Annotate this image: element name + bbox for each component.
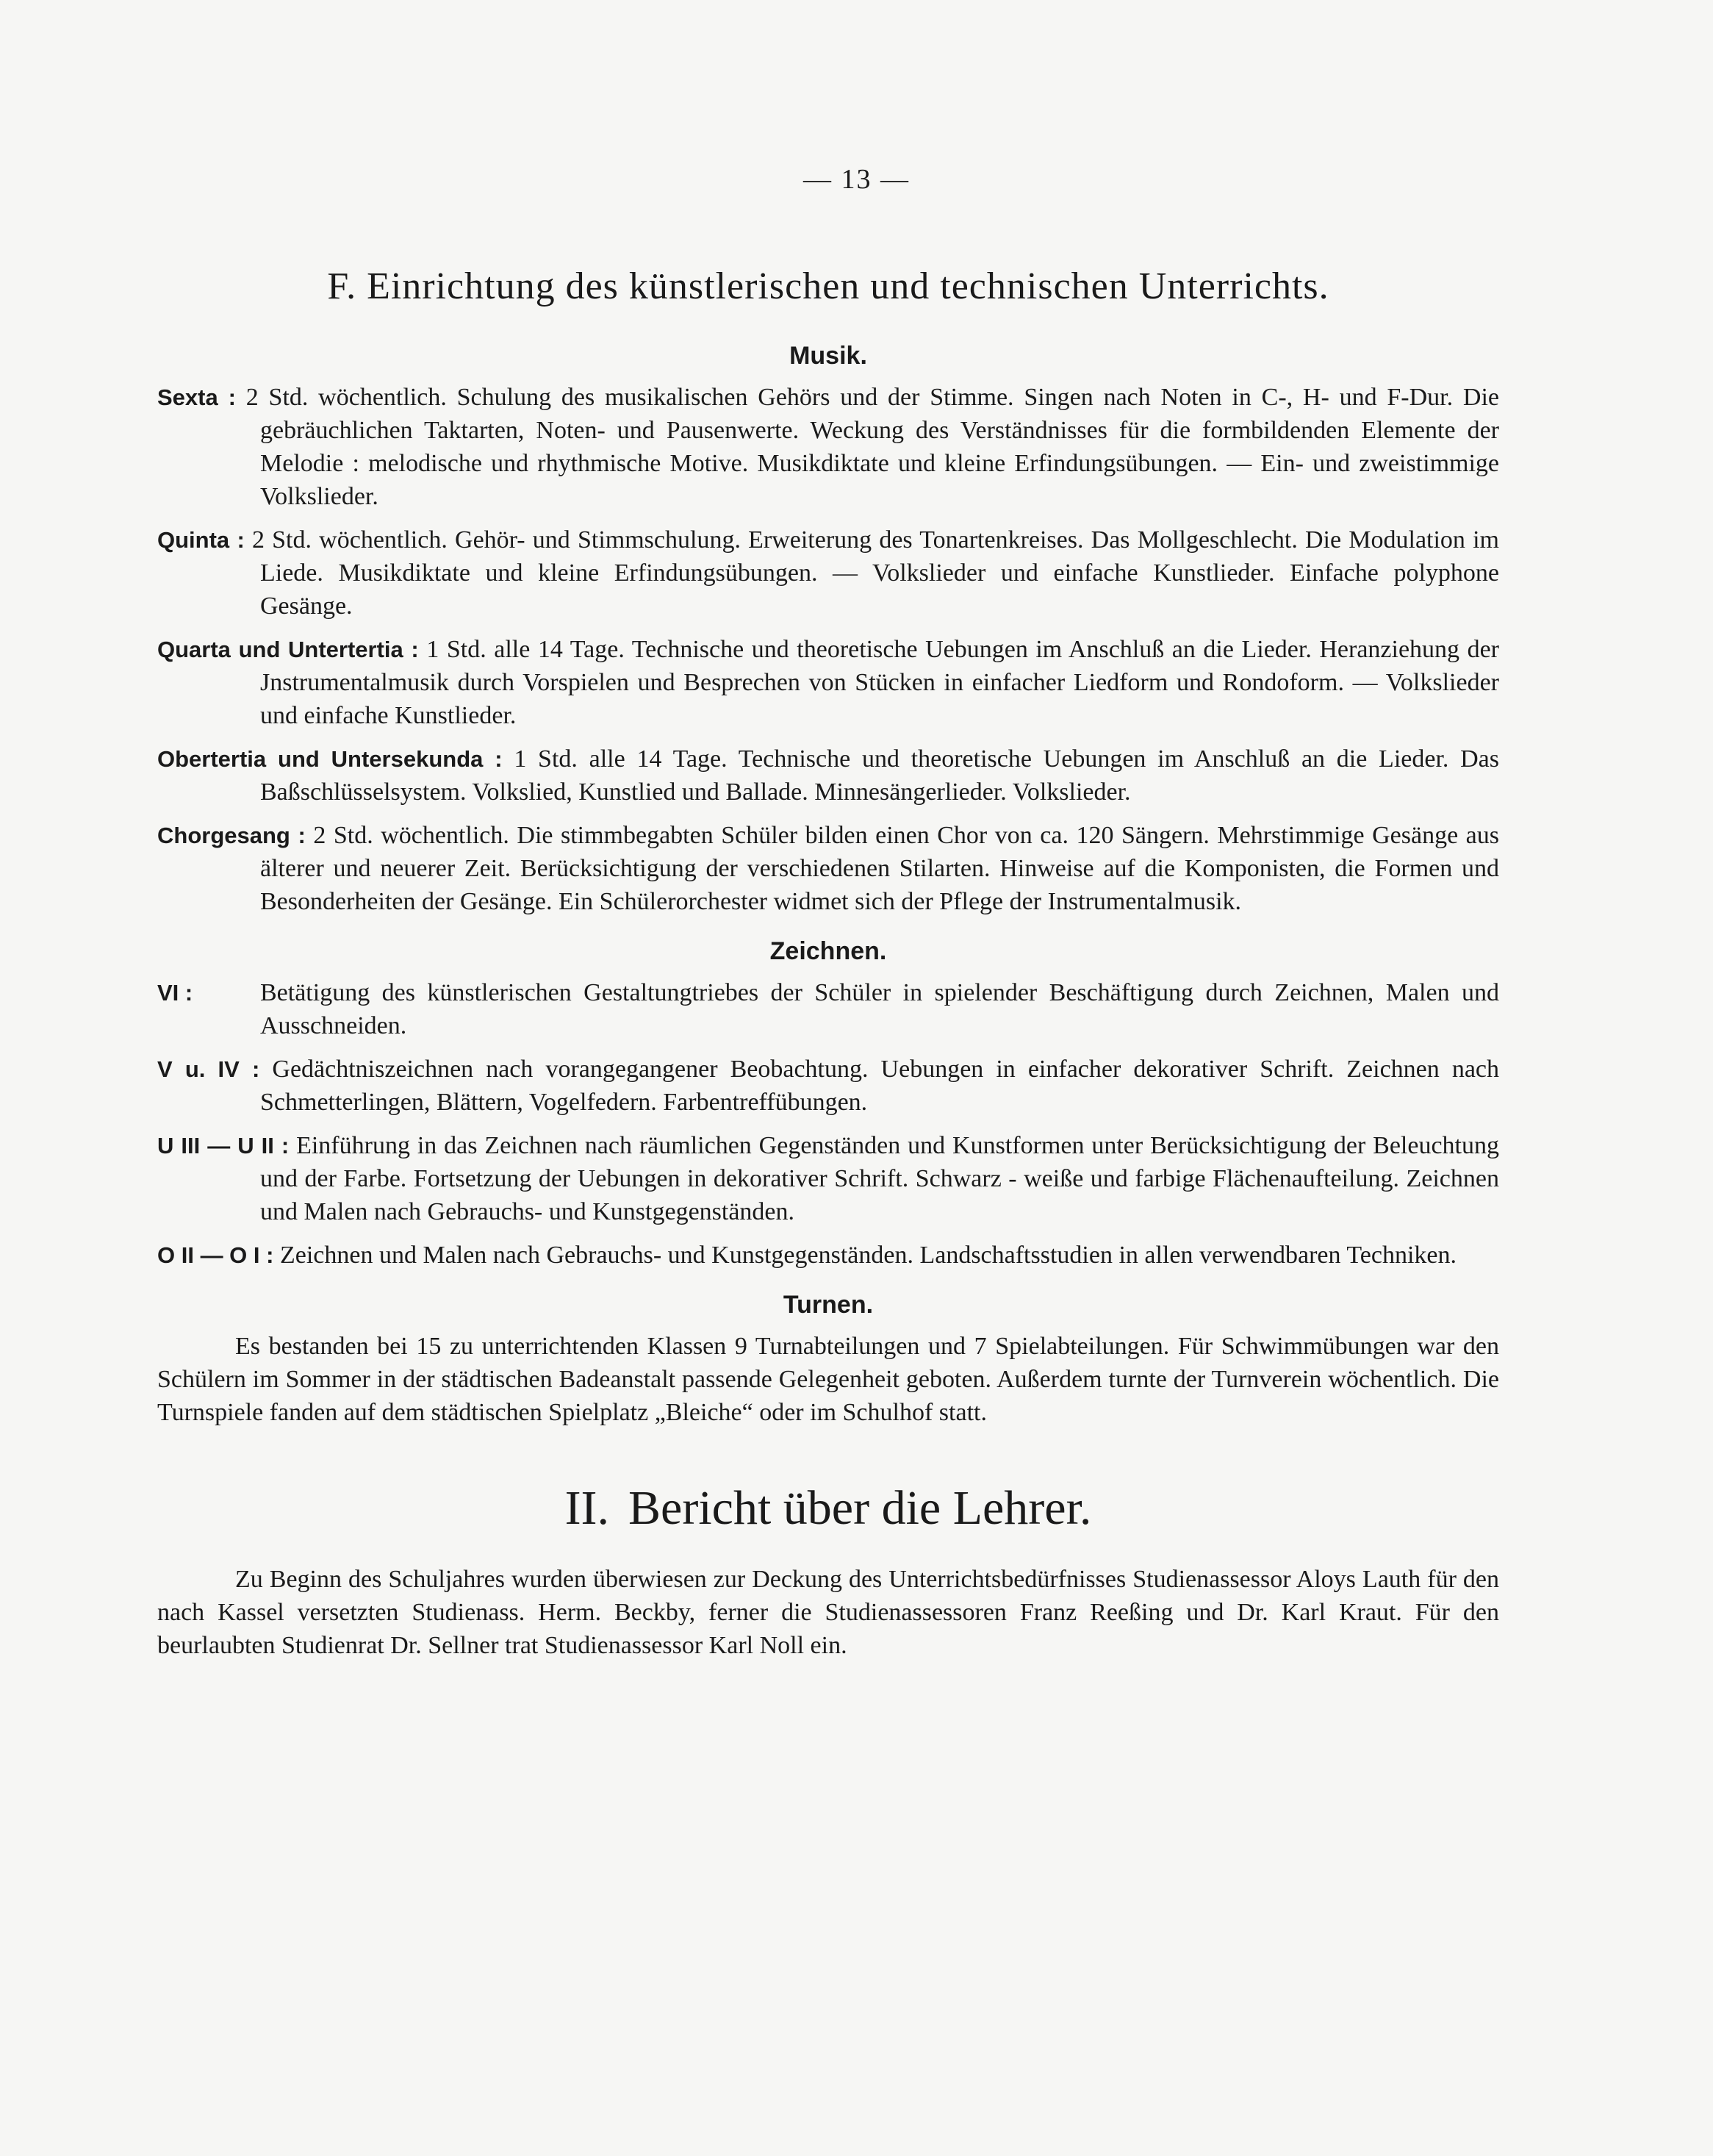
zeichnen-entry-v-iv	[157, 1053, 1499, 1119]
section-ii-title: Bericht über die Lehrer.	[628, 1481, 1092, 1535]
entry-label: VI :	[157, 980, 193, 1006]
musik-entry-obertertia	[157, 742, 1499, 809]
turnen-paragraph: Es bestanden bei 15 zu unterrichtenden Klassen 9 Turnabteilungen und 7 Spielabteilungen. Für Schwimmübungen war den Schülern im Sommer in der städtischen Badeanstalt passende Gelegenheit geboten. Außerdem turnte der Turnverein wöchentlich. Die Turnspiele fanden auf dem städtischen Spielplatz „Bleiche“ oder im Schulhof statt.	[157, 1333, 1499, 1426]
entry-text: Betätigung des künstlerischen Gestaltungtriebes der Schüler in spielender Beschäftigung durch Zeichnen, Malen und Ausschneiden.	[260, 979, 1499, 1039]
zeichnen-heading: Zeichnen.	[769, 937, 887, 965]
zeichnen-entry-oii-oi	[157, 1239, 1499, 1272]
entry-label: Quarta und Untertertia :	[157, 637, 419, 662]
turnen-heading: Turnen.	[783, 1291, 874, 1319]
entry-text: 2 Std. wöchentlich. Schulung des musikalischen Gehörs und der Stimme. Singen nach Noten in C-, H- und F-Dur. Die gebräuchlichen Taktarten, Noten- und Pausenwerte. Weckung des Verständnisses für die formbildenden Elemente der Melodie : melodische und rhythmische Motive. Musikdiktate und kleine Erfindungsübungen. — Ein- und zweistimmige Volkslieder.	[245, 384, 1499, 510]
musik-entry-sexta	[157, 381, 1499, 513]
entry-text: 1 Std. alle 14 Tage. Technische und theoretische Uebungen im Anschluß an die Lieder. Das Baßschlüsselsystem. Volkslied, Kunstlied und Ballade. Minnesängerlieder. Volkslieder.	[260, 745, 1500, 806]
entry-text: 1 Std. alle 14 Tage. Technische und theoretische Uebungen im Anschluß an die Lieder. Heranziehung der Jnstrumentalmusik durch Vorspielen und Besprechen von Stücken in einfacher Liedform und Rondoform. — Volkslieder und einfache Kunstlieder.	[260, 636, 1499, 729]
entry-label: Sexta :	[157, 384, 236, 410]
section-ii-paragraph: Zu Beginn des Schuljahres wurden überwiesen zur Deckung des Unterrichtsbedürfnisses Studienassessor Aloys Lauth für den nach Kassel versetzten Studienass. Herm. Beckby, ferner die Studienassessoren Franz Reeßing und Dr. Karl Kraut. Für den beurlaubten Studienrat Dr. Sellner trat Studienassessor Karl Noll ein.	[157, 1566, 1499, 1659]
entry-text: 2 Std. wöchentlich. Gehör- und Stimmschulung. Erweiterung des Tonartenkreises. Das Mollgeschlecht. Die Modulation im Liede. Musikdiktate und kleine Erfindungsübungen. — Volkslieder und einfache Kunstlieder. Einfache polyphone Gesänge.	[251, 526, 1500, 620]
musik-entry-quinta	[157, 523, 1499, 623]
entry-label: V u. IV :	[157, 1056, 260, 1082]
entry-text: 2 Std. wöchentlich. Die stimmbegabten Schüler bilden einen Chor von ca. 120 Sängern. Mehrstimmige Gesänge aus älterer und neuerer Zeit. Berücksichtigung der verschiedenen Stilarten. Hinweise auf die Komponisten, die Formen und Besonderheiten der Gesänge. Ein Schülerorchester widmet sich der Pflege der Instrumentalmusik.	[260, 822, 1499, 915]
entry-label: Chorgesang :	[157, 823, 306, 848]
zeichnen-entry-uiii-uii	[157, 1129, 1499, 1228]
entry-label: U III — U II :	[157, 1133, 290, 1158]
entry-label: Obertertia und Untersekunda :	[157, 746, 503, 772]
section-f-title: F. Einrichtung des künstlerischen und technischen Unterrichts.	[327, 265, 1329, 307]
entry-label: Quinta :	[157, 527, 245, 553]
entry-text: Gedächtniszeichnen nach vorangegangener Beobachtung. Uebungen in einfacher dekorativer Schrift. Zeichnen nach Schmetterlingen, Blättern, Vogelfedern. Farbentreffübungen.	[260, 1056, 1500, 1116]
page-content	[157, 265, 1499, 1662]
section-ii-numeral: II.	[564, 1481, 610, 1535]
musik-entry-quarta	[157, 633, 1499, 732]
musik-heading: Musik.	[789, 342, 867, 370]
entry-text: Einführung in das Zeichnen nach räumlichen Gegenständen und Kunstformen unter Berücksichtigung der Beleuchtung und der Farbe. Fortsetzung der Uebungen in dekorativer Schrift. Schwarz - weiße und farbige Flächenaufteilung. Zeichnen und Malen nach Gebrauchs- und Kunstgegenständen.	[260, 1132, 1499, 1225]
section-ii-heading	[157, 1480, 1499, 1536]
entry-label: O II — O I :	[157, 1242, 274, 1268]
musik-entry-chorgesang	[157, 819, 1499, 918]
zeichnen-entry-vi	[157, 976, 1499, 1042]
entry-text: Zeichnen und Malen nach Gebrauchs- und Kunstgegenständen. Landschaftsstudien in allen verwendbaren Techniken.	[279, 1242, 1457, 1269]
page-number: — 13 —	[803, 164, 910, 195]
